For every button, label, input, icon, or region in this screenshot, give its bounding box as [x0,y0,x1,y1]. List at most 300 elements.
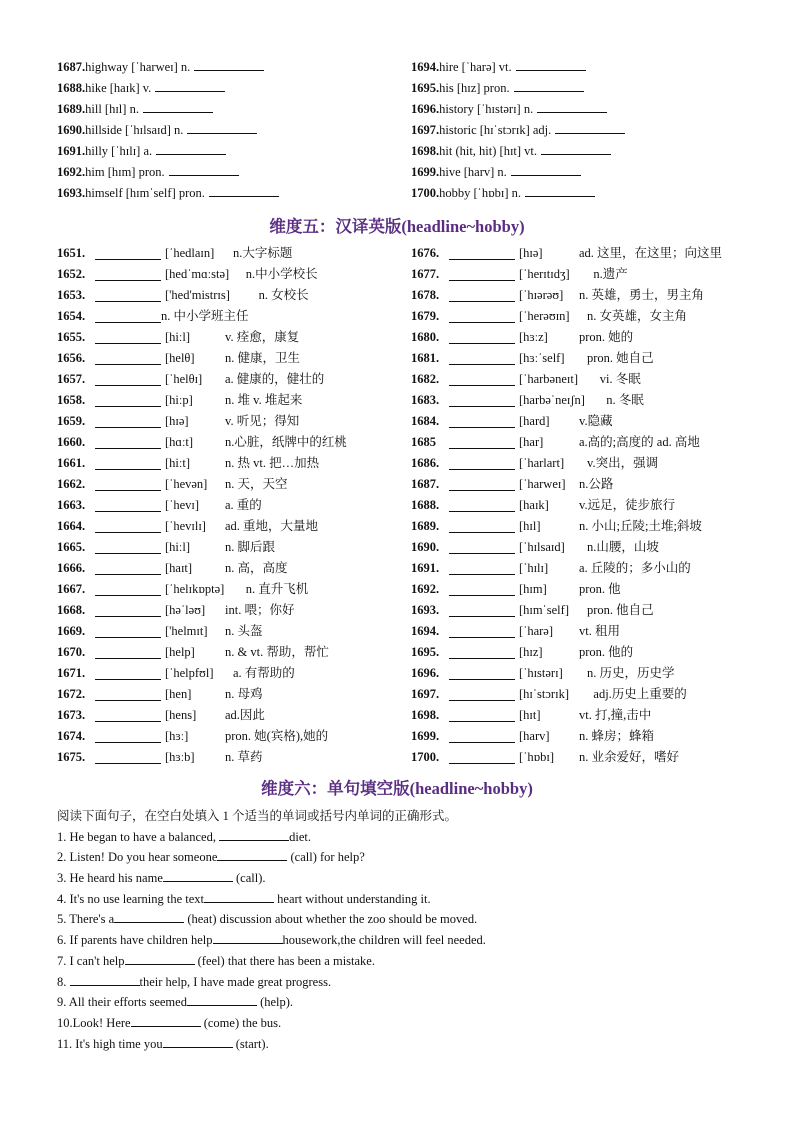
answer-blank[interactable] [95,561,161,575]
phonetic: [helθ] [165,351,195,365]
meaning: n. 脚后跟 [225,540,276,554]
phonetic: [help] [165,645,195,659]
phonetic: [ˈharweɪ] [519,477,566,491]
phonetic: ['helmɪt] [165,624,208,638]
meaning: v. 听见；得知 [225,414,300,428]
fill-item [57,909,757,930]
entry-number: 1689. [57,102,86,116]
answer-blank[interactable] [449,540,515,554]
translation-row [411,285,751,306]
translation-row [57,369,397,390]
fill-item [57,1034,757,1055]
entry-number: 1675. [57,750,86,764]
entry-number: 1657. [57,372,86,386]
meaning: vt. 租用 [579,624,620,638]
entry-text: himself [hɪmˈself] pron. [85,186,205,200]
translation-row [57,684,397,705]
phonetic: [hɪə] [165,414,189,428]
translation-row [411,558,751,579]
translation-row [411,663,751,684]
entry-number: 1687. [411,477,440,491]
vocab-row [411,120,625,141]
answer-blank[interactable] [95,267,161,281]
entry-text: historic [hɪˈstɔrɪk] adj. [439,123,552,137]
entry-number: 1658. [57,393,86,407]
answer-blank[interactable] [449,246,515,260]
translation-row [411,348,751,369]
answer-blank[interactable] [449,687,515,701]
entry-number: 1680. [411,330,440,344]
entry-number: 1689. [411,519,440,533]
sentence-end: diet. [289,829,311,844]
answer-blank[interactable] [219,827,289,841]
sentence-start: 3. He heard his name [57,871,163,886]
sentence-start: 7. I can't help [57,953,125,968]
answer-blank[interactable] [449,645,515,659]
translation-row [57,621,397,642]
meaning: v.远足，徒步旅行 [579,498,676,512]
answer-blank[interactable] [217,847,287,861]
entry-number: 1659. [57,414,86,428]
sentence-start: 2. Listen! Do you hear someone [57,850,218,865]
phonetic: [hɜːz] [519,330,548,344]
meaning: a. 丘陵的；多小山的 [579,561,691,575]
phonetic: [hiːt] [165,456,190,470]
vocab-row [411,57,625,78]
translation-row [57,663,397,684]
answer-blank[interactable] [449,309,515,323]
entry-number: 1665. [57,540,86,554]
phonetic: [hiːl] [165,330,190,344]
entry-number: 1698. [411,144,440,158]
phonetic: [hɪm] [519,582,547,596]
translation-row [57,747,397,768]
phonetic: [ˈhevɪ] [165,498,200,512]
entry-number: 1664. [57,519,86,533]
sentence-start: 1. He began to have a balanced, [57,829,220,844]
entry-number: 1673. [57,708,86,722]
entry-number: 1656. [57,351,86,365]
answer-blank[interactable] [449,708,515,722]
phonetic: [hen] [165,687,192,701]
answer-blank[interactable] [95,750,161,764]
meaning: n. & vt. 帮助，帮忙 [225,645,329,659]
translation-row [411,516,751,537]
phonetic: [həˈləʊ] [165,603,206,617]
answer-blank[interactable] [95,477,161,491]
answer-blank[interactable] [95,414,161,428]
answer-blank[interactable] [95,519,161,533]
answer-blank[interactable] [187,120,257,134]
sentence-start: 9. All their efforts seemed [57,995,187,1010]
entry-number: 1685 [411,435,436,449]
answer-blank[interactable] [511,162,581,176]
meaning: n.遗产 [593,267,628,281]
phonetic: [ˈhedlaɪn] [165,246,215,260]
answer-blank[interactable] [449,267,515,281]
vocab-row [57,78,279,99]
answer-blank[interactable] [449,750,515,764]
fill-section [57,806,757,1054]
translation-left-list [57,243,397,768]
meaning: n. 直升飞机 [245,582,309,596]
meaning: n. 草药 [225,750,263,764]
translation-right-list [411,243,751,768]
phonetic: [harbəˈneɪʃn] [519,393,585,407]
phonetic: [ˈhɒbɪ] [519,750,554,764]
fill-item [57,868,757,889]
answer-blank[interactable] [449,351,515,365]
entry-number: 1688. [57,81,86,95]
entry-number: 1678. [411,288,440,302]
answer-blank[interactable] [537,99,607,113]
meaning: n. 中小学班主任 [161,309,249,323]
meaning: ad. 重地，大量地 [225,519,319,533]
translation-row [411,243,751,264]
entry-number: 1700. [411,186,440,200]
translation-row [57,705,397,726]
meaning: n. 母鸡 [225,687,263,701]
vocab-row [57,141,279,162]
answer-blank[interactable] [449,624,515,638]
phonetic: [hedˈmɑːstə] [165,267,230,281]
meaning: n. 堆 v. 堆起来 [225,393,303,407]
entry-text: his [hɪz] pron. [439,81,510,95]
phonetic: [ˈhelɪkɒptə] [165,582,225,596]
translation-row [411,705,751,726]
entry-number: 1653. [57,288,86,302]
sentence-end: (heat) discussion about whether the zoo should be moved. [184,912,478,927]
answer-blank[interactable] [95,624,161,638]
answer-blank[interactable] [194,57,264,71]
answer-blank[interactable] [541,141,611,155]
answer-blank[interactable] [156,141,226,155]
translation-row [411,621,751,642]
answer-blank[interactable] [449,477,515,491]
translation-row [57,516,397,537]
translation-row [411,306,751,327]
translation-row [57,432,397,453]
phonetic: [hɪə] [519,246,543,260]
answer-blank[interactable] [449,498,515,512]
meaning: n.中小学校长 [245,267,318,281]
translation-row [411,642,751,663]
meaning: n. 热 vt. 把…加热 [225,456,320,470]
sentence-start: 4. It's no use learning the text [57,891,205,906]
fill-item [57,847,757,868]
entry-number: 1687. [57,60,86,74]
meaning: ad. 这里，在这里；向这里 [579,246,723,260]
answer-blank[interactable] [131,1013,201,1027]
answer-blank[interactable] [209,183,279,197]
meaning: vi. 冬眠 [599,372,641,386]
translation-row [57,243,397,264]
vocab-row [411,183,625,204]
answer-blank[interactable] [449,561,515,575]
answer-blank[interactable] [95,456,161,470]
entry-number: 1674. [57,729,86,743]
entry-number: 1652. [57,267,86,281]
meaning: n. 英雄，勇士，男主角 [579,288,705,302]
entry-number: 1697. [411,123,440,137]
translation-row [57,642,397,663]
phonetic: [ˈherəʊɪn] [519,309,570,323]
translation-row [57,306,397,327]
fill-item [57,827,757,848]
phonetic: [hɪz] [519,645,543,659]
entry-number: 1699. [411,165,440,179]
phonetic: [hɜː] [165,729,189,743]
answer-blank[interactable] [95,246,161,260]
answer-blank[interactable] [514,78,584,92]
fill-item [57,889,757,910]
translation-row [57,285,397,306]
entry-text: hire [ˈharə] vt. [439,60,512,74]
answer-blank[interactable] [169,162,239,176]
entry-number: 1666. [57,561,86,575]
translation-row [411,453,751,474]
sentence-end: (start). [232,1036,269,1051]
answer-blank[interactable] [95,351,161,365]
phonetic: [ˈhevɪlɪ] [165,519,206,533]
translation-row [57,558,397,579]
answer-blank[interactable] [95,729,161,743]
fill-item [57,1013,757,1034]
meaning: n.公路 [579,477,614,491]
answer-blank[interactable] [95,372,161,386]
fill-item [57,972,757,993]
meaning: n.大字标题 [233,246,293,260]
phonetic: [ˈharə] [519,624,553,638]
phonetic: [hiːl] [165,540,190,554]
phonetic: [harv] [519,729,550,743]
translation-row [57,600,397,621]
answer-blank[interactable] [95,435,161,449]
entry-number: 1676. [411,246,440,260]
meaning: n. 小山;丘陵;土堆;斜坡 [579,519,702,533]
sentence-end: (feel) that there has been a mistake. [194,953,375,968]
phonetic: [haɪt] [165,561,193,575]
answer-blank[interactable] [449,519,515,533]
answer-blank[interactable] [95,603,161,617]
translation-row [411,600,751,621]
meaning: n. 蜂房；蜂箱 [579,729,655,743]
answer-blank[interactable] [163,1034,233,1048]
answer-blank[interactable] [163,868,233,882]
entry-text: hike [haɪk] v. [85,81,152,95]
entry-number: 1682. [411,372,440,386]
section-six-heading: 维度六：单句填空版(headline~hobby) [261,779,533,798]
entry-number: 1696. [411,102,440,116]
answer-blank[interactable] [204,889,274,903]
entry-number: 1694. [411,60,440,74]
entry-number: 1693. [411,603,440,617]
translation-row [57,327,397,348]
phonetic: [hard] [519,414,550,428]
meaning: pron. 他自己 [587,603,654,617]
sentence-end: their help, I have made great progress. [139,974,332,989]
meaning: a.高的;高度的 ad. 高地 [579,435,700,449]
vocab-row [411,162,625,183]
answer-blank[interactable] [213,930,283,944]
entry-number: 1671. [57,666,86,680]
answer-blank[interactable] [95,330,161,344]
translation-row [411,390,751,411]
meaning: n. 业余爱好，嗜好 [579,750,680,764]
answer-blank[interactable] [95,687,161,701]
phonetic: [ˈhɪstərɪ] [519,666,563,680]
meaning: n. 头盔 [225,624,263,638]
entry-text: history [ˈhɪstərɪ] n. [439,102,534,116]
phonetic: [ˈhelpfʊl] [165,666,214,680]
meaning: ad.因此 [225,708,265,722]
answer-blank[interactable] [555,120,625,134]
meaning: n.心脏，纸牌中的红桃 [225,435,347,449]
phonetic: [ˈhevən] [165,477,208,491]
phonetic: [ˈhelθɪ] [165,372,203,386]
phonetic: [hɪmˈself] [519,603,569,617]
translation-row [57,537,397,558]
answer-blank[interactable] [516,57,586,71]
answer-blank[interactable] [187,992,257,1006]
fill-item [57,992,757,1013]
vocab-row [411,141,625,162]
sentence-end: housework,the children will feel needed. [282,933,486,948]
meaning: v.隐藏 [579,414,613,428]
answer-blank[interactable] [449,666,515,680]
entry-number: 1686. [411,456,440,470]
translation-row [411,432,751,453]
entry-text: hit (hit, hit) [hɪt] vt. [439,144,538,158]
entry-text: hive [harv] n. [439,165,507,179]
answer-blank[interactable] [449,372,515,386]
entry-text: highway [ˈharweɪ] n. [85,60,191,74]
entry-number: 1672. [57,687,86,701]
answer-blank[interactable] [125,951,195,965]
sentence-end: heart without understanding it. [274,891,431,906]
entry-number: 1679. [411,309,440,323]
answer-blank[interactable] [449,414,515,428]
entry-number: 1695. [411,81,440,95]
answer-blank[interactable] [114,909,184,923]
meaning: pron. 她(宾格),她的 [225,729,329,743]
sentence-start: 11. It's high time you [57,1036,163,1051]
entry-number: 1690. [57,123,86,137]
section-five-heading: 维度五：汉译英版(headline~hobby) [269,217,525,236]
translation-row [57,453,397,474]
translation-row [411,537,751,558]
answer-blank[interactable] [70,972,140,986]
meaning: a. 有帮助的 [233,666,295,680]
answer-blank[interactable] [449,456,515,470]
sentence-end: (call). [232,871,266,886]
answer-blank[interactable] [95,666,161,680]
entry-number: 1654. [57,309,86,323]
answer-blank[interactable] [95,309,161,323]
meaning: n. 天，天空 [225,477,288,491]
phonetic: [ˈharlart] [519,456,565,470]
answer-blank[interactable] [95,540,161,554]
entry-number: 1692. [57,165,86,179]
answer-blank[interactable] [143,99,213,113]
translation-row [57,348,397,369]
translation-row [411,747,751,768]
answer-blank[interactable] [449,393,515,407]
answer-blank[interactable] [95,645,161,659]
answer-blank[interactable] [449,729,515,743]
fill-item [57,951,757,972]
answer-blank[interactable] [525,183,595,197]
answer-blank[interactable] [449,582,515,596]
meaning: pron. 她自己 [587,351,654,365]
entry-number: 1690. [411,540,440,554]
entry-number: 1688. [411,498,440,512]
vocab-row [57,120,279,141]
phonetic: [ˈhɪlɪ] [519,561,549,575]
sentence-end: (come) the bus. [200,1015,282,1030]
sentence-end: (help). [256,995,294,1010]
answer-blank[interactable] [449,330,515,344]
phonetic: [hɑːt] [165,435,194,449]
entry-number: 1667. [57,582,86,596]
entry-number: 1677. [411,267,440,281]
answer-blank[interactable] [155,78,225,92]
meaning: n. 冬眠 [606,393,644,407]
meaning: v. 痊愈，康复 [225,330,300,344]
vocab-row [57,162,279,183]
answer-blank[interactable] [95,498,161,512]
answer-blank[interactable] [95,393,161,407]
translation-row [57,726,397,747]
entry-number: 1661. [57,456,86,470]
phonetic: [hɪl] [519,519,541,533]
answer-blank[interactable] [95,582,161,596]
answer-blank[interactable] [449,603,515,617]
vocab-row [57,99,279,120]
entry-number: 1696. [411,666,440,680]
phonetic: [hɪt] [519,708,541,722]
answer-blank[interactable] [95,288,161,302]
entry-number: 1697. [411,687,440,701]
entry-number: 1681. [411,351,440,365]
translation-row [57,390,397,411]
entry-text: hilly [ˈhɪlɪ] a. [85,144,153,158]
phonetic: [ˈherɪtɪdʒ] [519,267,570,281]
translation-row [411,684,751,705]
meaning: vt. 打,撞,击中 [579,708,652,722]
fill-instruction: 阅读下面句子，在空白处填入 1 个适当的单词或括号内单词的正确形式。 [57,809,458,823]
sentence-start: 10.Look! Here [57,1015,131,1030]
meaning: v.突出，强调 [587,456,659,470]
sentence-start: 6. If parents have children help [57,933,213,948]
answer-blank[interactable] [449,288,515,302]
entry-number: 1698. [411,708,440,722]
meaning: pron. 她的 [579,330,634,344]
meaning: pron. 他 [579,582,621,596]
entry-text: hobby [ˈhɒbɪ] n. [439,186,521,200]
entry-number: 1699. [411,729,440,743]
meaning: n. 女英雄，女主角 [587,309,688,323]
phonetic: [ˈharbəneɪt] [519,372,578,386]
phonetic: [ˈhɪərəʊ] [519,288,564,302]
phonetic: [haɪk] [519,498,549,512]
vocab-row [411,99,625,120]
entry-number: 1660. [57,435,86,449]
answer-blank[interactable] [449,435,515,449]
sentence-start: 8. [57,974,70,989]
answer-blank[interactable] [95,708,161,722]
phonetic: [hɜːb] [165,750,195,764]
